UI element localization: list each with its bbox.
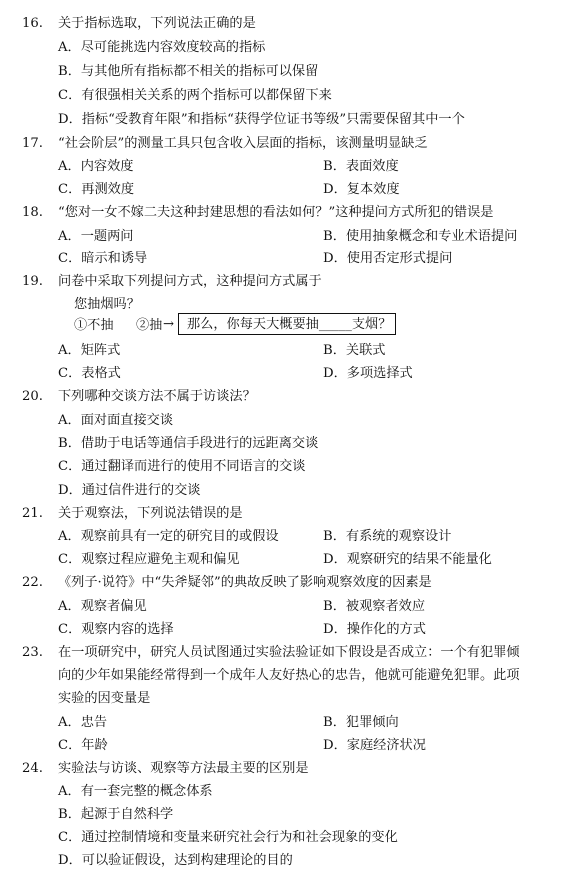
option-a: A．尽可能挑选内容效度较高的指标 <box>58 40 266 55</box>
option-a: A．一题两问 <box>58 229 134 244</box>
option-a: A．观察者偏见 <box>58 599 147 614</box>
option-c: C．有很强相关关系的两个指标可以都保留下来 <box>58 88 332 103</box>
question-text: 关于观察法，下列说法错误的是 <box>58 506 243 521</box>
option-d: D．观察研究的结果不能量化 <box>323 552 492 567</box>
question-text: 关于指标选取，下列说法正确的是 <box>58 16 256 31</box>
question-text: 实验法与访谈、观察等方法最主要的区别是 <box>58 761 309 776</box>
question-number: 18. <box>22 205 43 220</box>
question-text: 在一项研究中，研究人员试图通过实验法验证如下假设是否成立：一个有犯罪倾 <box>58 645 520 660</box>
option-d: D．可以验证假设，达到构建理论的目的 <box>58 853 293 868</box>
option-a: A．观察前具有一定的研究目的或假设 <box>58 529 279 544</box>
option-b: B．犯罪倾向 <box>323 715 399 730</box>
option-b: B．有系统的观察设计 <box>323 529 452 544</box>
question-text: 《列子·说符》中“失斧疑邻”的典故反映了影响观察效度的因素是 <box>58 575 432 590</box>
option-b: B．被观察者效应 <box>323 599 426 614</box>
sample-follow-up-text: 那么，你每天大概要抽_____支烟？ <box>187 317 392 332</box>
question-text-continued: 实验的因变量是 <box>58 691 151 706</box>
option-c: C．通过翻译而进行的使用不同语言的交谈 <box>58 459 306 474</box>
option-c: C．通过控制情境和变量来研究社会行为和社会现象的变化 <box>58 830 398 845</box>
option-b: B．关联式 <box>323 343 386 358</box>
option-b: B．表面效度 <box>323 159 399 174</box>
option-a: A．矩阵式 <box>58 343 121 358</box>
question-text: “您对一女不嫁二夫这种封建思想的看法如何？”这种提问方式所犯的错误是 <box>58 205 494 220</box>
question-text: 问卷中采取下列提问方式，这种提问方式属于 <box>58 274 322 289</box>
question-number: 17. <box>22 136 43 151</box>
option-c: C．年龄 <box>58 738 108 753</box>
option-a: A．忠告 <box>58 715 108 730</box>
option-b: B．起源于自然科学 <box>58 807 174 822</box>
option-c: C．再测效度 <box>58 182 135 197</box>
option-d: D．指标“受教育年限”和指标“获得学位证书等级”只需要保留其中一个 <box>58 112 465 127</box>
question-number: 21. <box>22 506 43 521</box>
option-c: C．观察内容的选择 <box>58 622 174 637</box>
question-number: 20. <box>22 389 43 404</box>
question-number: 24. <box>22 761 43 776</box>
option-a: A．面对面直接交谈 <box>58 413 174 428</box>
sample-follow-up-box <box>178 313 396 335</box>
question-text-continued: 向的少年如果能经常得到一个成年人友好热心的忠告，他就可能避免犯罪。此项 <box>58 668 520 683</box>
question-number: 22. <box>22 575 43 590</box>
option-c: C．表格式 <box>58 366 121 381</box>
sample-question: 您抽烟吗？ <box>74 297 140 312</box>
option-d: D．多项选择式 <box>323 366 413 381</box>
option-c: C．观察过程应避免主观和偏见 <box>58 552 240 567</box>
sample-option-2: ②抽 <box>136 318 163 333</box>
option-d: D．家庭经济状况 <box>323 738 426 753</box>
option-d: D．复本效度 <box>323 182 400 197</box>
option-b: B．使用抽象概念和专业术语提问 <box>323 229 518 244</box>
option-c: C．暗示和诱导 <box>58 251 148 266</box>
question-text: 下列哪种交谈方法不属于访谈法？ <box>58 389 256 404</box>
question-number: 23. <box>22 645 43 660</box>
arrow-icon: → <box>163 317 175 332</box>
option-b: B．与其他所有指标都不相关的指标可以保留 <box>58 64 319 79</box>
option-d: D．使用否定形式提问 <box>323 251 453 266</box>
question-number: 16. <box>22 16 43 31</box>
option-d: D．通过信件进行的交谈 <box>58 483 201 498</box>
question-number: 19. <box>22 274 43 289</box>
option-a: A．有一套完整的概念体系 <box>58 784 213 799</box>
option-a: A．内容效度 <box>58 159 134 174</box>
question-text: “社会阶层”的测量工具只包含收入层面的指标，该测量明显缺乏 <box>58 136 428 151</box>
sample-option-1: ①不抽 <box>74 318 114 333</box>
option-b: B．借助于电话等通信手段进行的远距离交谈 <box>58 436 319 451</box>
option-d: D．操作化的方式 <box>323 622 426 637</box>
